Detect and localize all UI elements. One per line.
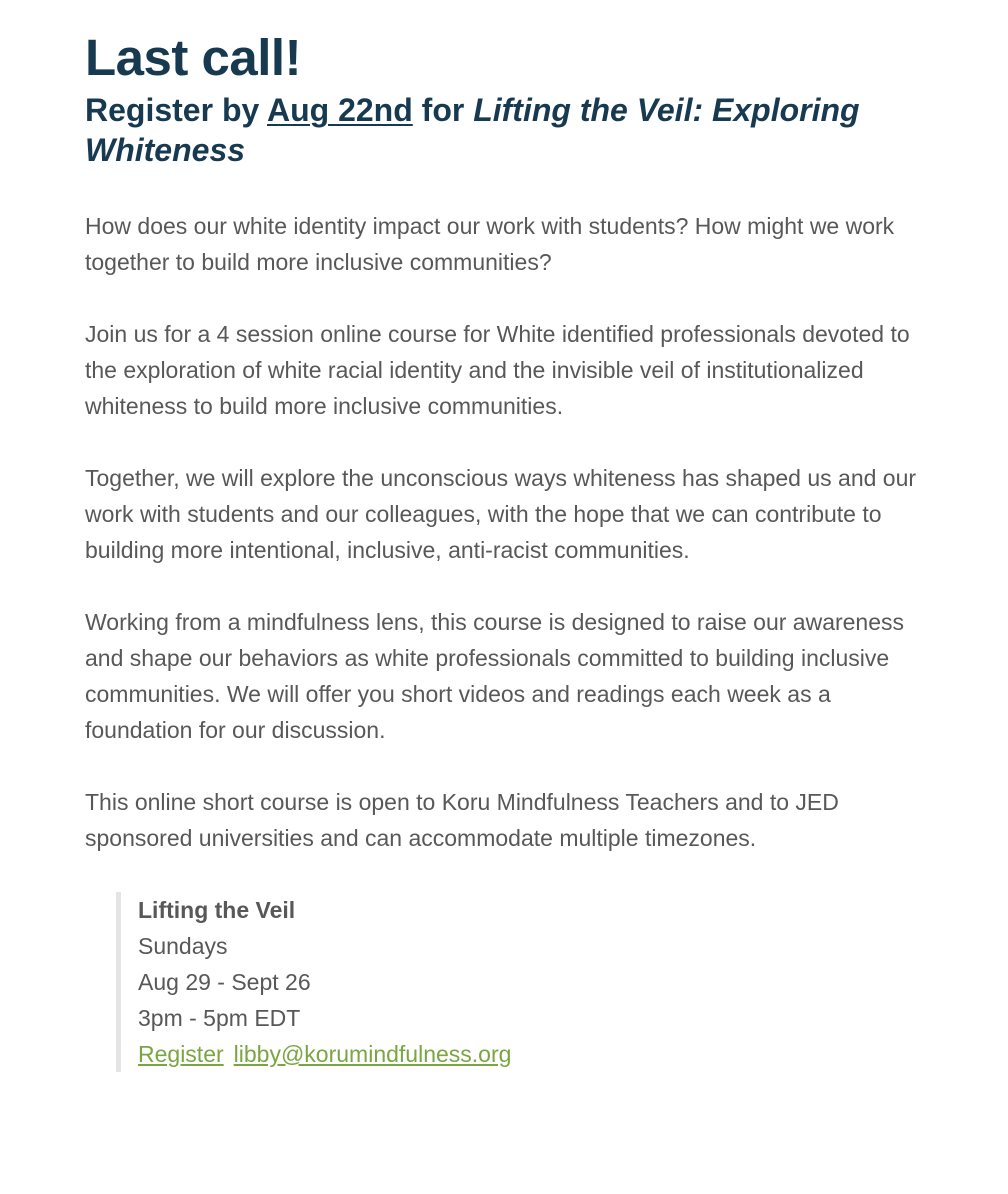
details-title: Lifting the Veil [138,897,296,923]
details-dates: Aug 29 - Sept 26 [138,969,311,995]
paragraph-eligibility: This online short course is open to Koru Mindfulness Teachers and to JED sponsored universities and can accommodate multiple timezones. [85,789,839,851]
register-link[interactable]: Register [138,1041,224,1067]
body-copy [85,208,935,856]
paragraph-exploration: Together, we will explore the unconscious ways whiteness has shaped us and our work with students and our colleagues, with the hope that we can contribute to building more intentional, inclusive, anti-racist communities. [85,465,917,563]
course-details-block [116,892,935,1072]
paragraph-mindfulness-lens: Working from a mindfulness lens, this course is designed to raise our awareness and shape our behaviors as white professionals committed to building inclusive communities. We will offer you short videos and readings each week as a foundation for our discussion. [85,609,905,743]
paragraph-course-description: Join us for a 4 session online course for White identified professionals devoted to the exploration of white racial identity and the invisible veil of institutionalized whiteness to build more inclusive communities. [85,321,910,419]
for-text: for [412,92,474,128]
subheadline [85,90,935,170]
course-title: Lifting the Veil: Exploring Whiteness [85,92,860,168]
details-day: Sundays [138,933,228,959]
email-link[interactable]: libby@korumindfulness.org [233,1041,512,1067]
paragraph-intro-questions: How does our white identity impact our work with students? How might we work together to build more inclusive communities? [85,213,895,275]
details-links [138,1036,935,1072]
details-time: 3pm - 5pm EDT [138,1005,301,1031]
deadline-link[interactable]: Aug 22nd [266,92,413,128]
headline: Last call! [85,29,302,86]
email-content [85,28,935,1072]
register-by-text: Register by [85,92,267,128]
